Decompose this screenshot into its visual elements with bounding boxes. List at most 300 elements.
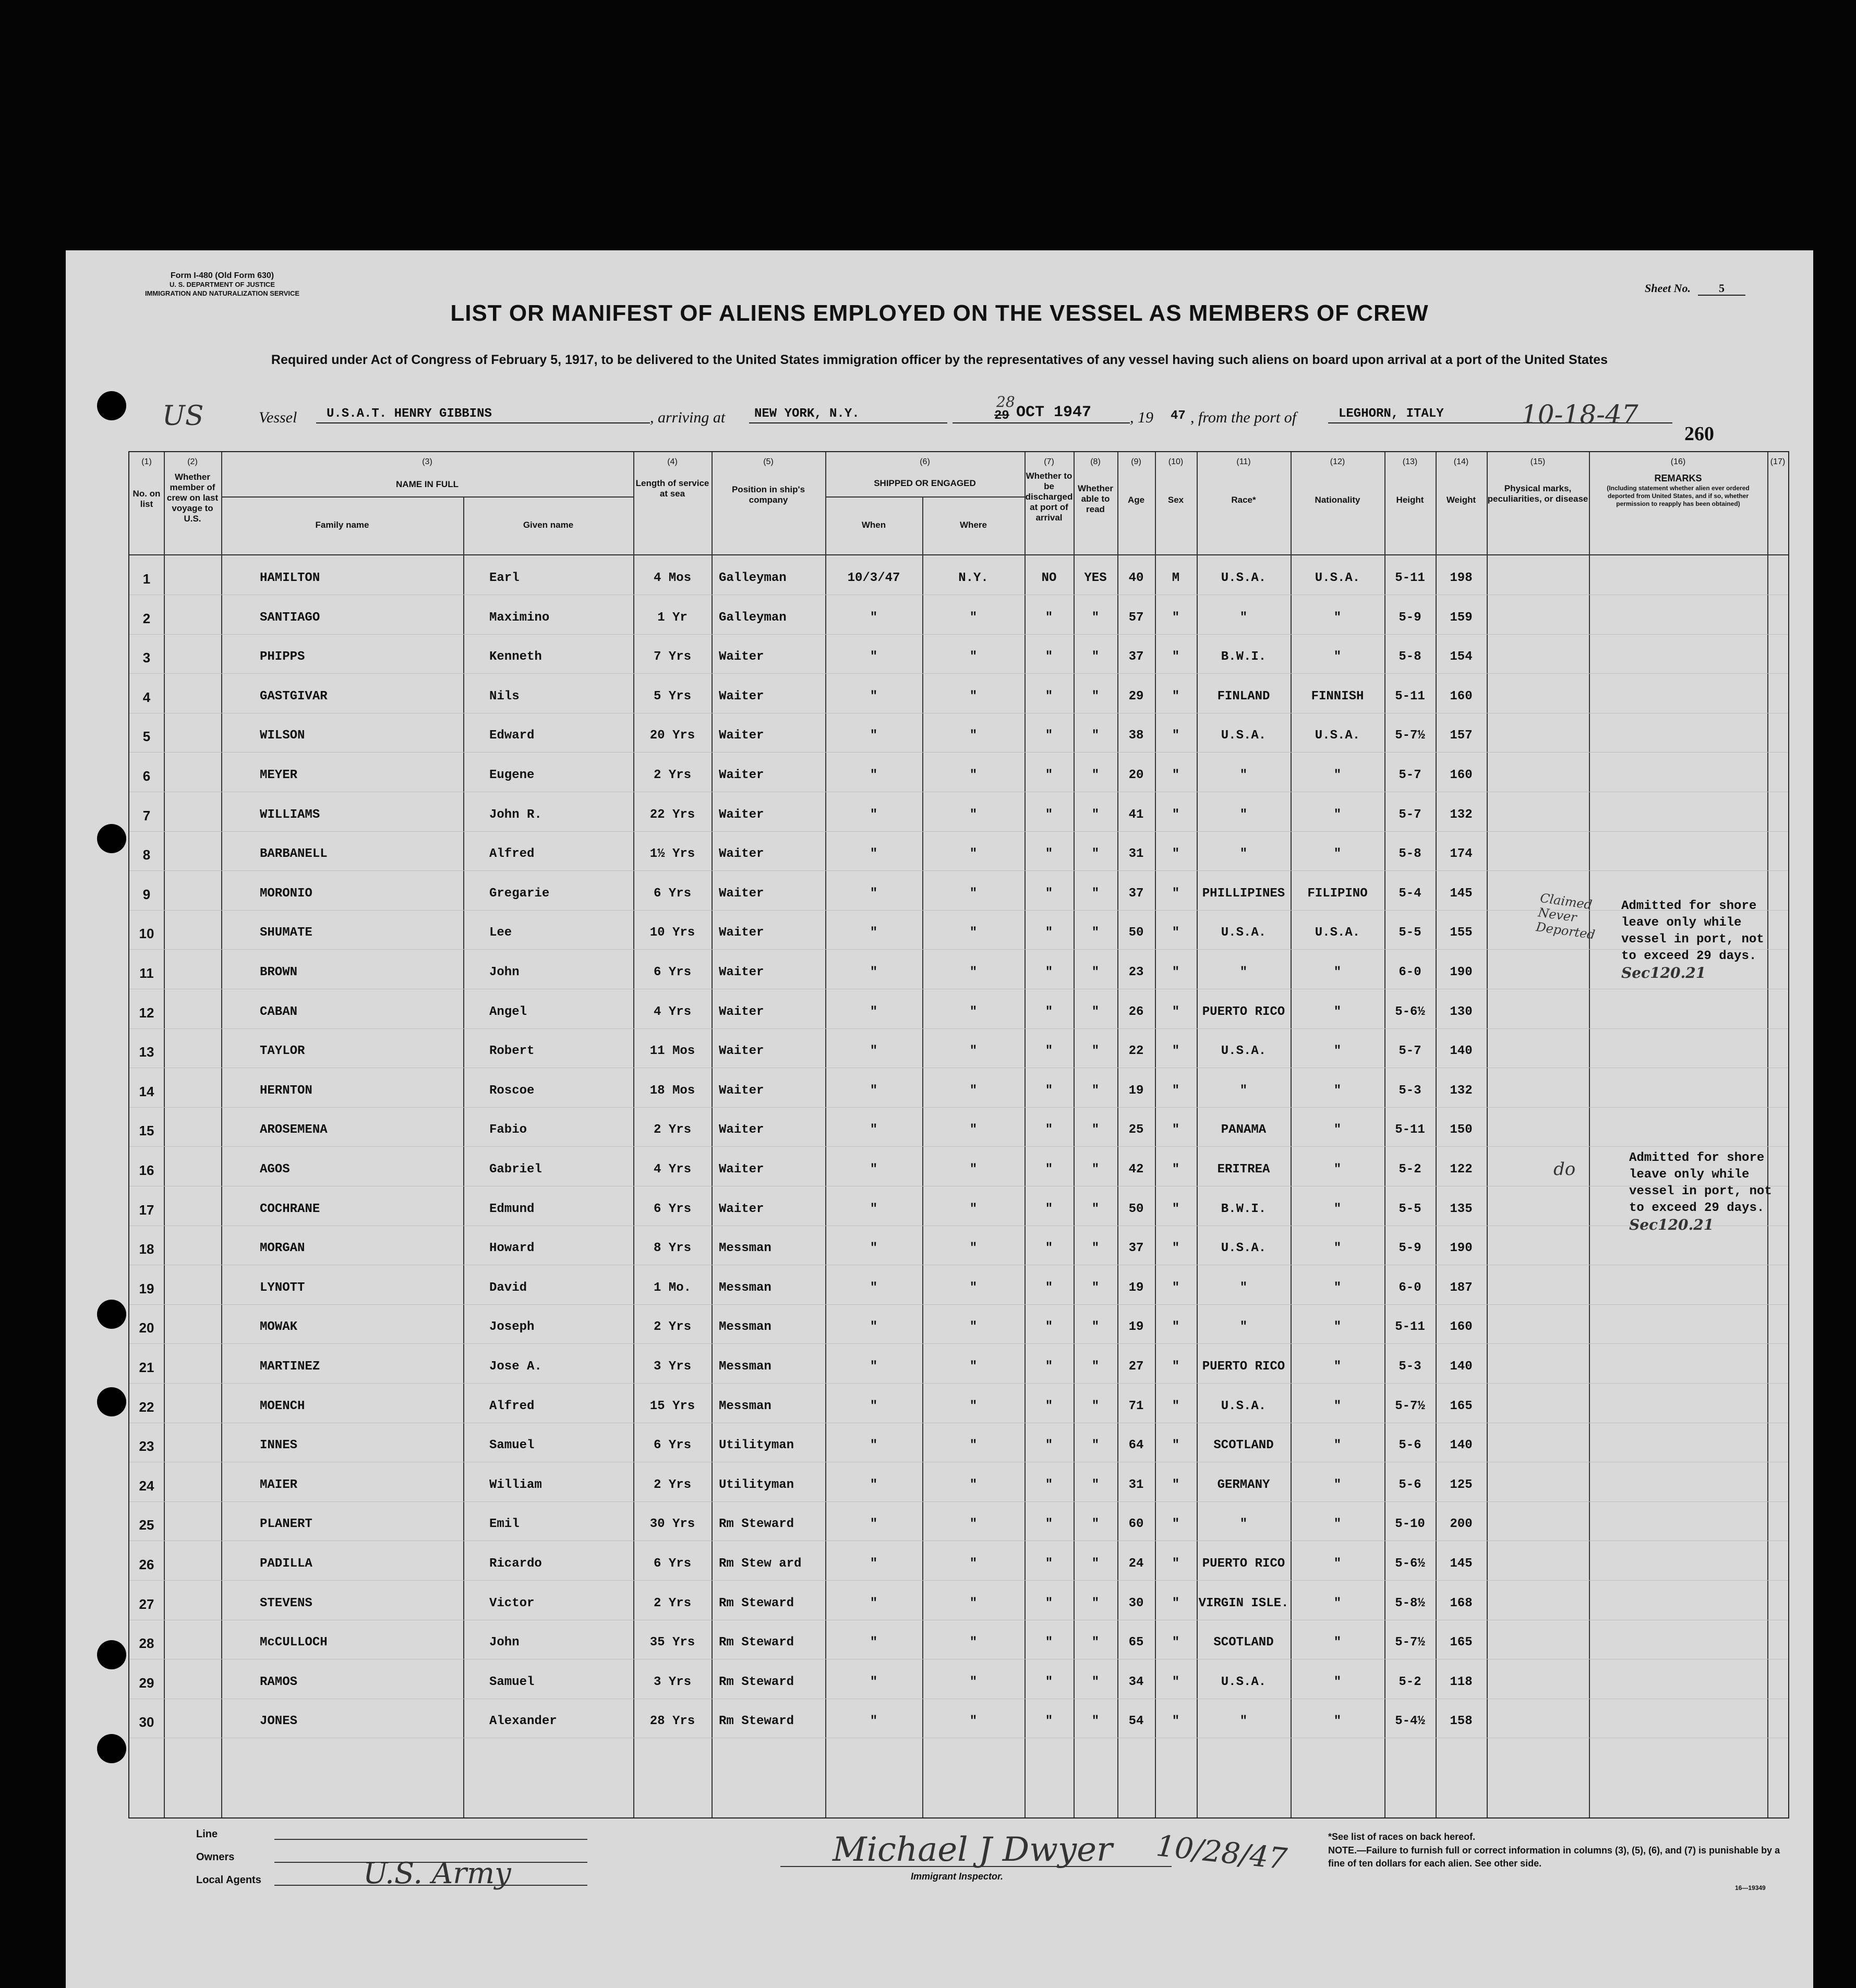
cell-where: " [969, 768, 978, 782]
voyage-line [66, 393, 1813, 432]
cell-given: Samuel [489, 1675, 535, 1689]
cell-race: ERITREA [1217, 1162, 1270, 1177]
cell-race: " [1239, 807, 1248, 822]
cell-nationality: " [1333, 807, 1342, 822]
cell-no: 26 [139, 1557, 154, 1572]
remark-text: Admitted for shore leave only while vessel in port, not to exceed 29 days. [1621, 899, 1764, 963]
cell-no: 12 [139, 1004, 154, 1021]
cell-given: Ricardo [489, 1557, 542, 1571]
cell-nationality: " [1333, 1438, 1342, 1453]
table-row [129, 1423, 1788, 1462]
cell-family: McCULLOCH [260, 1635, 328, 1650]
cell-position: Rm Steward [719, 1635, 794, 1650]
cell-height: 5-7½ [1395, 1399, 1425, 1413]
cell-weight: 140 [1450, 1360, 1473, 1374]
cell-position: Waiter [719, 1004, 764, 1019]
cell-no: 24 [139, 1477, 154, 1494]
cell-weight: 165 [1450, 1635, 1473, 1650]
cell-family: PADILLA [260, 1557, 312, 1571]
cell-age: 64 [1128, 1438, 1144, 1453]
cell-given: David [489, 1280, 527, 1295]
cell-where: " [969, 1675, 978, 1689]
cell-when: " [870, 1360, 878, 1374]
cell-weight: 118 [1450, 1675, 1473, 1689]
cell-weight: 132 [1450, 807, 1473, 822]
punch-hole [97, 391, 126, 420]
subtitle: Required under Act of Congress of February 5, 1917, to be delivered to the United States immigration officer by the representatives of any vessel having such aliens on board upon arrival at a port of the United States [271, 353, 1608, 367]
cell-family: JONES [260, 1714, 298, 1729]
cell-family: MORONIO [260, 886, 312, 901]
cell-sex: " [1172, 1557, 1180, 1571]
cell-no: 2 [142, 610, 151, 626]
cell-nationality: " [1333, 965, 1342, 979]
cell-height: 5-2 [1399, 1162, 1421, 1177]
cell-nationality: " [1333, 768, 1342, 782]
cell-family: MAIER [260, 1477, 298, 1492]
cell-height: 5-4½ [1395, 1714, 1425, 1729]
cell-sex: " [1172, 1517, 1180, 1532]
cell-no: 15 [139, 1123, 154, 1139]
table-row [129, 792, 1788, 832]
cell-service: 4 Mos [653, 571, 691, 585]
year-label: , 19 [1130, 409, 1153, 426]
cell-when: " [870, 1004, 878, 1019]
cell-nationality: " [1333, 1162, 1342, 1177]
cell-service: 10 Yrs [649, 926, 695, 940]
remark-ditto: do [1553, 1159, 1576, 1180]
cell-family: LYNOTT [260, 1280, 305, 1295]
cell-service: 5 Yrs [653, 689, 691, 704]
cell-race: SCOTLAND [1213, 1635, 1274, 1650]
cell-sex: " [1172, 807, 1180, 822]
cell-when: " [870, 847, 878, 862]
cell-age: 29 [1128, 689, 1144, 704]
cell-position: Messman [719, 1320, 772, 1335]
table-row [129, 1541, 1788, 1581]
cell-height: 5-11 [1395, 571, 1425, 585]
agents-label: Local Agents [196, 1874, 261, 1886]
cell-sex: " [1172, 1399, 1180, 1413]
cell-height: 5-9 [1399, 1241, 1421, 1256]
cell-age: 37 [1128, 886, 1144, 901]
header-weight: Weight [1446, 495, 1476, 505]
cell-when: " [870, 1083, 878, 1098]
cell-service: 15 Yrs [649, 1399, 695, 1413]
cell-where: " [969, 1083, 978, 1098]
cell-when: " [870, 1714, 878, 1729]
cell-given: Fabio [489, 1123, 527, 1137]
cell-read: " [1091, 1635, 1100, 1650]
cell-read: " [1091, 1083, 1100, 1098]
cell-race: PHILLIPINES [1202, 886, 1285, 901]
cell-given: John [489, 965, 520, 979]
table-row [129, 1659, 1788, 1699]
cell-where: " [969, 1202, 978, 1216]
cell-nationality: U.S.A. [1315, 926, 1360, 940]
cell-service: 6 Yrs [653, 1438, 691, 1453]
cell-nationality: " [1333, 1517, 1342, 1532]
cell-sex: " [1172, 1714, 1180, 1729]
cell-sex: " [1172, 1123, 1180, 1137]
cell-where: " [969, 1557, 978, 1571]
cell-given: Alfred [489, 1399, 535, 1413]
cell-age: 50 [1128, 1202, 1144, 1216]
cell-family: INNES [260, 1438, 298, 1453]
cell-weight: 165 [1450, 1399, 1473, 1413]
cell-family: HERNTON [260, 1083, 312, 1098]
cell-age: 27 [1128, 1360, 1144, 1374]
arriving-port: NEW YORK, N.Y. [754, 407, 860, 421]
cell-when: " [870, 768, 878, 782]
cell-no: 14 [139, 1083, 154, 1099]
cell-family: SANTIAGO [260, 610, 320, 625]
cell-weight: 157 [1450, 729, 1473, 743]
table-row [129, 1226, 1788, 1265]
table-row [129, 1147, 1788, 1186]
colnum-5: (5) [763, 457, 774, 466]
cell-given: Eugene [489, 768, 535, 782]
colnum-16: (16) [1670, 457, 1686, 466]
cell-read: " [1091, 1004, 1100, 1019]
cell-position: Waiter [719, 965, 764, 979]
header-length-service: Length of service at sea [635, 478, 709, 499]
page-number: 260 [1684, 423, 1714, 445]
cell-nationality: " [1333, 1675, 1342, 1689]
cell-position: Waiter [719, 729, 764, 743]
cell-family: PHIPPS [260, 650, 305, 664]
cell-read: " [1091, 1202, 1100, 1216]
table-row [129, 950, 1788, 989]
punch-hole [97, 824, 126, 853]
cell-when: 10/3/47 [847, 571, 900, 585]
cell-family: GASTGIVAR [260, 689, 328, 704]
cell-position: Rm Steward [719, 1517, 794, 1532]
cell-no: 8 [142, 847, 151, 863]
cell-where: " [969, 1360, 978, 1374]
cell-height: 5-11 [1395, 1320, 1425, 1335]
cell-age: 65 [1128, 1635, 1144, 1650]
cell-family: AROSEMENA [260, 1123, 328, 1137]
page-title: LIST OR MANIFEST OF ALIENS EMPLOYED ON THE VESSEL AS MEMBERS OF CREW [450, 300, 1429, 326]
cell-where: " [969, 1280, 978, 1295]
from-label: , from the port of [1190, 409, 1297, 426]
cell-nationality: " [1333, 1202, 1342, 1216]
cell-height: 5-7 [1399, 768, 1421, 782]
cell-read: " [1091, 1714, 1100, 1729]
cell-position: Rm Stew ard [719, 1557, 802, 1571]
cell-no: 28 [139, 1635, 154, 1652]
cell-race: U.S.A. [1221, 571, 1267, 585]
cell-discharged: " [1045, 1162, 1053, 1177]
cell-sex: " [1172, 1320, 1180, 1335]
colnum-7: (7) [1044, 457, 1054, 466]
cell-race: " [1239, 1320, 1248, 1335]
remark-text: Admitted for shore leave only while vessel in port, not to exceed 29 days. [1629, 1151, 1772, 1215]
colnum-15: (15) [1530, 457, 1546, 466]
cell-service: 1 Yr [657, 610, 688, 625]
cell-given: Earl [489, 571, 520, 585]
cell-nationality: " [1333, 1714, 1342, 1729]
cell-age: 37 [1128, 1241, 1144, 1256]
cell-service: 11 Mos [649, 1044, 695, 1059]
cell-family: MOENCH [260, 1399, 305, 1413]
header-nationality: Nationality [1315, 495, 1360, 505]
cell-no: 10 [139, 926, 154, 942]
cell-read: " [1091, 1399, 1100, 1413]
cell-when: " [870, 807, 878, 822]
cell-discharged: " [1045, 1714, 1053, 1729]
cell-no: 9 [142, 886, 151, 902]
cell-height: 5-3 [1399, 1083, 1421, 1098]
cell-where: " [969, 886, 978, 901]
table-row [129, 1186, 1788, 1226]
cell-service: 1 Mo. [653, 1280, 691, 1295]
cell-service: 4 Yrs [653, 1162, 691, 1177]
cell-height: 5-8 [1399, 847, 1421, 862]
cell-where: " [969, 847, 978, 862]
cell-when: " [870, 689, 878, 704]
cell-nationality: " [1333, 1320, 1342, 1335]
cell-given: Kenneth [489, 650, 542, 664]
cell-race: U.S.A. [1221, 1241, 1267, 1256]
cell-sex: " [1172, 1202, 1180, 1216]
table-row [129, 634, 1788, 674]
cell-given: Samuel [489, 1438, 535, 1453]
cell-age: 31 [1128, 847, 1144, 862]
cell-given: Gabriel [489, 1162, 542, 1177]
cell-service: 6 Yrs [653, 886, 691, 901]
table-row [129, 1068, 1788, 1108]
cell-height: 5-8 [1399, 650, 1421, 664]
header-family-name: Family name [315, 520, 369, 530]
cell-sex: " [1172, 886, 1180, 901]
cell-age: 19 [1128, 1280, 1144, 1295]
cell-family: WILSON [260, 729, 305, 743]
cell-position: Rm Steward [719, 1596, 794, 1610]
cell-discharged: " [1045, 1438, 1053, 1453]
cell-weight: 154 [1450, 650, 1473, 664]
cell-when: " [870, 1675, 878, 1689]
cell-given: Victor [489, 1596, 535, 1610]
cell-discharged: " [1045, 1123, 1053, 1137]
cell-service: 28 Yrs [649, 1714, 695, 1729]
cell-race: PUERTO RICO [1202, 1004, 1285, 1019]
cell-family: PLANERT [260, 1517, 312, 1532]
cell-position: Galleyman [719, 571, 787, 585]
cell-family: MARTINEZ [260, 1360, 320, 1374]
cell-when: " [870, 965, 878, 979]
cell-race: B.W.I. [1221, 650, 1267, 664]
cell-given: Edmund [489, 1202, 535, 1216]
cell-sex: " [1172, 650, 1180, 664]
cell-weight: 160 [1450, 1320, 1473, 1335]
cell-discharged: " [1045, 1241, 1053, 1256]
cell-when: " [870, 926, 878, 940]
cell-height: 5-7 [1399, 807, 1421, 822]
cell-race: " [1239, 965, 1248, 979]
cell-service: 35 Yrs [649, 1635, 695, 1650]
cell-family: MEYER [260, 768, 298, 782]
cell-read: " [1091, 1477, 1100, 1492]
cell-no: 1 [142, 571, 151, 587]
manifest-footer [128, 1820, 1787, 1977]
cell-no: 3 [142, 650, 151, 666]
header-no: No. on list [132, 489, 161, 509]
cell-weight: 160 [1450, 689, 1473, 704]
cell-when: " [870, 1477, 878, 1492]
cell-sex: " [1172, 1360, 1180, 1374]
cell-sex: " [1172, 1596, 1180, 1610]
table-row [129, 1699, 1788, 1738]
colnum-2: (2) [187, 457, 198, 466]
cell-nationality: " [1333, 650, 1342, 664]
cell-when: " [870, 610, 878, 625]
cell-weight: 140 [1450, 1438, 1473, 1453]
cell-nationality: " [1333, 1596, 1342, 1610]
inspector-label: Immigrant Inspector. [911, 1871, 1004, 1882]
cell-service: 6 Yrs [653, 1202, 691, 1216]
cell-discharged: NO [1041, 571, 1057, 585]
races-note: *See list of races on back hereof. [1328, 1832, 1476, 1842]
cell-read: " [1091, 650, 1100, 664]
cell-service: 4 Yrs [653, 1004, 691, 1019]
cell-weight: 190 [1450, 1241, 1473, 1256]
cell-race: U.S.A. [1221, 1044, 1267, 1059]
cell-sex: " [1172, 610, 1180, 625]
cell-read: " [1091, 847, 1100, 862]
cell-read: " [1091, 1360, 1100, 1374]
cell-height: 5-3 [1399, 1360, 1421, 1374]
cell-given: William [489, 1477, 542, 1492]
table-row [129, 1107, 1788, 1147]
cell-given: Jose A. [489, 1360, 542, 1374]
colnum-4: (4) [667, 457, 678, 466]
cell-service: 1½ Yrs [649, 847, 695, 862]
cell-race: U.S.A. [1221, 926, 1267, 940]
agents-value: U.S. Army [363, 1857, 511, 1890]
cell-where: " [969, 1477, 978, 1492]
colnum-17: (17) [1770, 457, 1786, 466]
colnum-10: (10) [1168, 457, 1184, 466]
table-row [129, 831, 1788, 871]
cell-height: 5-7 [1399, 1044, 1421, 1059]
cell-discharged: " [1045, 1280, 1053, 1295]
header-age: Age [1127, 495, 1145, 505]
cell-where: " [969, 1596, 978, 1610]
cell-when: " [870, 1241, 878, 1256]
cell-service: 2 Yrs [653, 1477, 691, 1492]
cell-height: 5-8½ [1395, 1596, 1425, 1610]
table-row [129, 1462, 1788, 1502]
cell-read: " [1091, 1596, 1100, 1610]
cell-sex: " [1172, 1004, 1180, 1019]
cell-height: 5-5 [1399, 926, 1421, 940]
cell-no: 20 [139, 1320, 154, 1336]
cell-read: " [1091, 610, 1100, 625]
punch-hole [97, 1734, 126, 1763]
cell-when: " [870, 1123, 878, 1137]
cell-where: " [969, 1123, 978, 1137]
cell-service: 6 Yrs [653, 1557, 691, 1571]
cell-sex: " [1172, 768, 1180, 782]
cell-discharged: " [1045, 1635, 1053, 1650]
colnum-12: (12) [1330, 457, 1345, 466]
cell-read: " [1091, 1044, 1100, 1059]
cell-when: " [870, 650, 878, 664]
header-name: NAME IN FULL [396, 479, 459, 489]
cell-read: " [1091, 1241, 1100, 1256]
cell-no: 16 [139, 1162, 154, 1178]
cell-race: B.W.I. [1221, 1202, 1267, 1216]
cell-service: 2 Yrs [653, 1320, 691, 1335]
cell-height: 5-5 [1399, 1202, 1421, 1216]
cell-position: Rm Steward [719, 1714, 794, 1729]
cell-weight: 190 [1450, 965, 1473, 979]
cell-read: " [1091, 1320, 1100, 1335]
cell-height: 6-0 [1399, 1280, 1421, 1295]
cell-age: 19 [1128, 1320, 1144, 1335]
cell-discharged: " [1045, 729, 1053, 743]
cell-read: " [1091, 1162, 1100, 1177]
cell-nationality: " [1333, 1083, 1342, 1098]
cell-service: 18 Mos [649, 1083, 695, 1098]
from-port: LEGHORN, ITALY [1339, 407, 1444, 421]
cell-where: " [969, 1438, 978, 1453]
cell-service: 22 Yrs [649, 807, 695, 822]
cell-when: " [870, 1399, 878, 1413]
line-rule [274, 1839, 587, 1840]
cell-no: 22 [139, 1399, 154, 1415]
cell-age: 71 [1128, 1399, 1144, 1413]
cell-no: 6 [142, 768, 151, 784]
cell-sex: " [1172, 1162, 1180, 1177]
cell-discharged: " [1045, 1399, 1053, 1413]
vessel-name: U.S.A.T. HENRY GIBBINS [327, 407, 492, 421]
cell-where: " [969, 1399, 978, 1413]
cell-position: Utilityman [719, 1438, 794, 1453]
sheet-value: 5 [1698, 282, 1745, 296]
print-code: 16—19349 [1735, 1884, 1766, 1892]
cell-age: 34 [1128, 1675, 1144, 1689]
cell-no: 30 [139, 1714, 154, 1730]
cell-position: Waiter [719, 886, 764, 901]
remark-section: Sec120.21 [1621, 964, 1706, 981]
cell-nationality: " [1333, 1004, 1342, 1019]
colnum-13: (13) [1402, 457, 1418, 466]
date-corrected: 28 [996, 393, 1015, 410]
cell-sex: " [1172, 1280, 1180, 1295]
cell-height: 5-7½ [1395, 1635, 1425, 1650]
cell-age: 30 [1128, 1596, 1144, 1610]
colnum-6: (6) [920, 457, 930, 466]
cell-position: Galleyman [719, 610, 787, 625]
cell-weight: 122 [1450, 1162, 1473, 1177]
cell-nationality: " [1333, 1241, 1342, 1256]
table-row [129, 595, 1788, 635]
line-label: Line [196, 1828, 218, 1840]
cell-read: " [1091, 689, 1100, 704]
cell-no: 29 [139, 1675, 154, 1691]
table-row [129, 989, 1788, 1029]
table-row [129, 1344, 1788, 1384]
cell-nationality: " [1333, 1557, 1342, 1571]
remark-section: Sec120.21 [1629, 1216, 1714, 1233]
cell-sex: " [1172, 689, 1180, 704]
header-given-name: Given name [523, 520, 574, 530]
cell-nationality: " [1333, 610, 1342, 625]
cell-family: CABAN [260, 1004, 298, 1019]
cell-weight: 158 [1450, 1714, 1473, 1729]
